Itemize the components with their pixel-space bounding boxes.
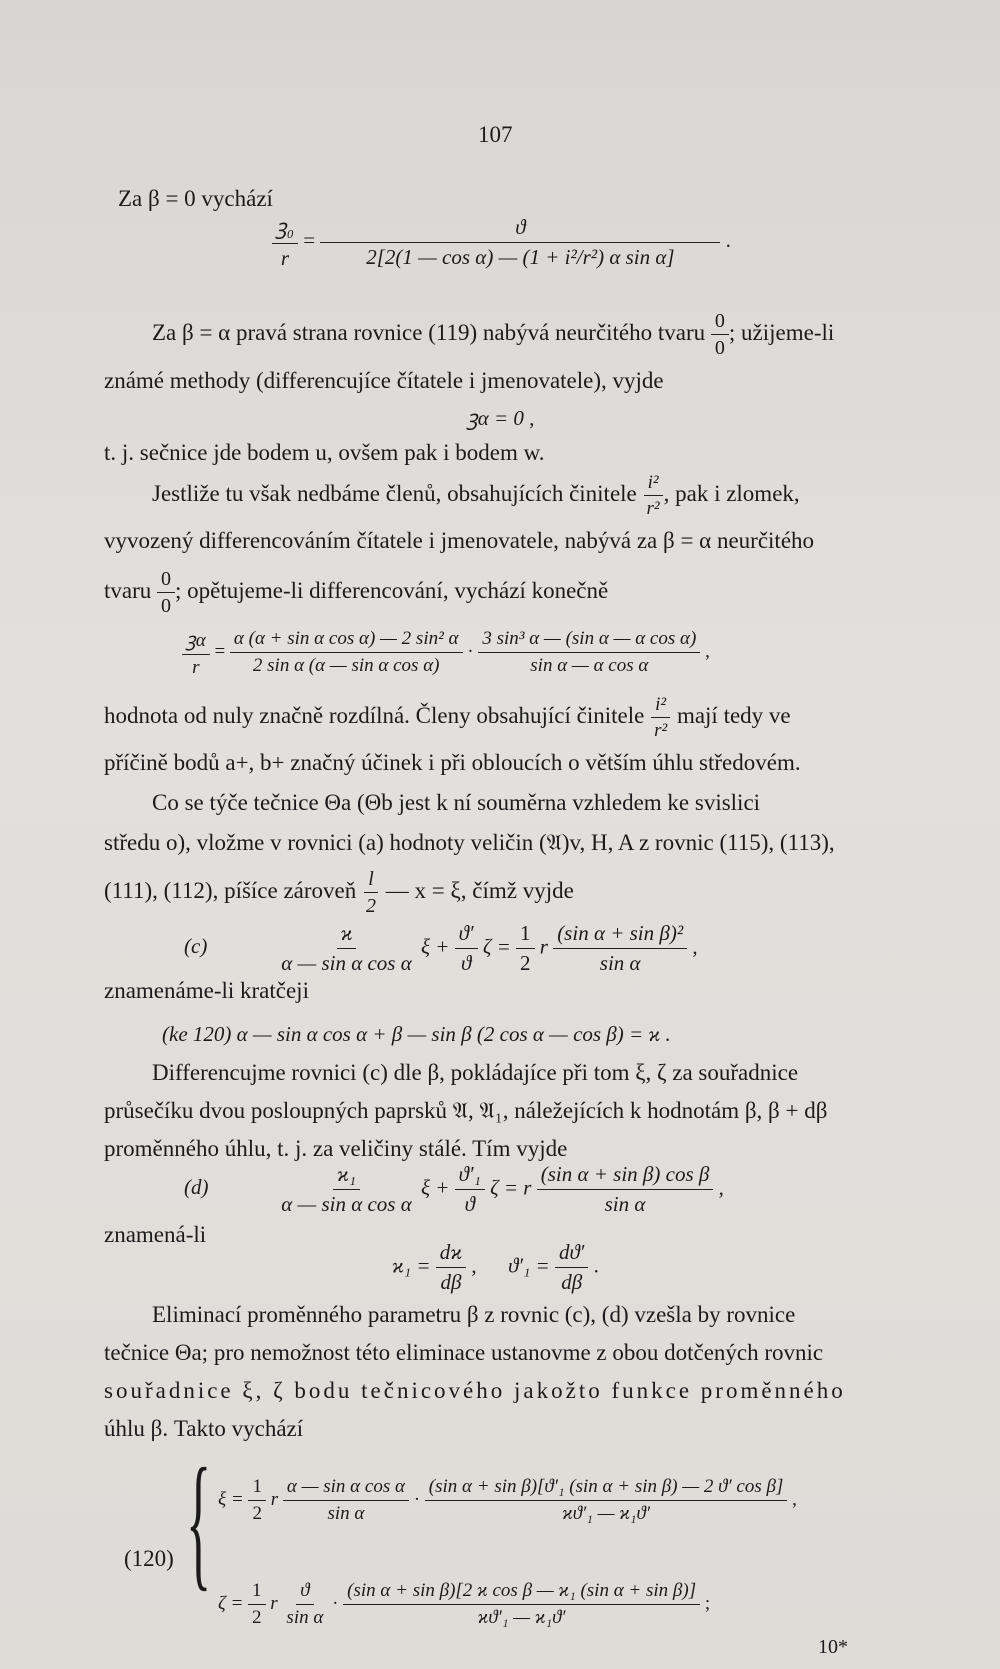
paragraph-2-line-3: tvaru $\frac{0}{0}$ ; opětujeme-li differencování, vychází konečně (104, 568, 609, 617)
page-number: 107 (478, 122, 513, 147)
line-znamena-li: znamená-li (104, 1222, 207, 1247)
paragraph-3-line-4: středu o), vložme v rovnici (a) hodnoty veličin (𝔄)v, H, A z rovnic (115), (113), (104, 830, 835, 855)
paragraph-5-line-3: souřadnice ξ, ζ bodu tečnicového jakožto funkce proměnného (104, 1378, 846, 1403)
equation-zeta-alpha-final: $\frac{\text{ꝫα}}{r}$ = $\frac{\text{α (α + sin α cos α) — 2 sin² α}}{\text{2 sin α (α — sin α cos α)}}$ · $\frac{\text{3 sin³ α — (sin α — α cos α)}}{\text{sin α — α cos α}}$ , (182, 626, 710, 679)
equation-zeta-alpha: ꝫα = 0 , (467, 406, 535, 430)
paragraph-2-line-1: Jestliže tu však nedbáme členů, obsahujících činitele $\frac{\text{i²}}{\text{r²}}$ , pak i zlomek, (152, 472, 800, 519)
equation-c: (c) $\frac{ϰ}{\text{α — sin α cos α}}$ ξ + $\frac{ϑ'}{ϑ}$ ζ = $\frac{1}{2}$ r $\frac{\text{(sin α + sin β)²}}{\text{sin α}}$ , (184, 921, 698, 975)
equation-xi: ξ = $\frac{1}{2}$ r $\frac{\text{α — sin α cos α}}{\text{sin α}}$ · $\frac{\text{(sin α + sin β)[ϑ′₁ (sin α + sin β) — 2 ϑ′ cos β]}}{\text{ϰϑ′₁ — ϰ₁ϑ′}}$ , (218, 1476, 797, 1524)
intro-line: Za β = 0 vychází (118, 186, 273, 211)
equation-d: (d) $\frac{\text{ϰ₁}}{\text{α — sin α cos α}}$ ξ + $\frac{\text{ϑ′₁}}{ϑ}$ ζ = r $\frac{\text{(sin α + sin β) cos β}}{\text{sin α}}$ , (184, 1162, 724, 1216)
paragraph-3-line-2: příčině bodů a+, b+ značný účinek i při obloucích o větším úhlu středovém. (104, 750, 801, 775)
line-tj: t. j. sečnice jde bodem u, ovšem pak i bodem w. (104, 440, 545, 465)
paragraph-5-line-4: úhlu β. Takto vychází (104, 1416, 304, 1441)
paragraph-2-line-2: vyvozený differencováním čítatele i jmenovatele, nabývá za β = α neurčitého (104, 528, 815, 553)
equation-120-label: (120) (124, 1546, 174, 1571)
paragraph-3-line-3: Co se týče tečnice Θa (Θb jest k ní souměrna vzhledem ke svislici (152, 790, 761, 815)
paragraph-4-line-1: Differencujme rovnici (c) dle β, pokládajíce při tom ξ, ζ za souřadnice (152, 1060, 799, 1085)
paragraph-1-line-2: známé methody (differencujíce čítatele i jmenovatele), vyjde (104, 368, 664, 393)
signature-mark: 10* (818, 1636, 848, 1658)
paragraph-1-line-1: Za β = α pravá strana rovnice (119) nabývá neurčitého tvaru $\frac{0}{0}$ ; užijeme-li (152, 310, 835, 359)
paragraph-4-line-3: proměnného úhlu, t. j. za veličiny stálé. Tím vyjde (104, 1136, 568, 1161)
line-znamename: znamenáme-li kratčeji (104, 978, 309, 1003)
equation-brace: { (186, 1438, 212, 1604)
paragraph-3-line-5: (111), (112), píšíce zároveň $\frac{l}{2}$ — x = ξ, čímž vyjde (104, 868, 574, 917)
equation-derivatives: ϰ₁ = $\frac{dϰ}{d\beta}$ , ϑ′₁ = $\frac{dϑ'}{d\beta}$ . (392, 1240, 599, 1294)
paragraph-3-line-1: hodnota od nuly značně rozdílná. Členy obsahující činitele $\frac{\text{i²}}{\text{r²}}$ mají tedy ve (104, 694, 791, 741)
equation-beta-zero: $\frac{\text{ꝫ₀}}{r}$ = $\frac{ϑ}{\text{2[2(1 — cos α) — (1 + i²/r²) α sin α]}}$ . (272, 213, 731, 271)
equation-ke-120: (ke 120) α — sin α cos α + β — sin β (2 cos α — cos β) = ϰ . (162, 1022, 671, 1046)
paragraph-4-line-2: průsečíku dvou posloupných paprsků 𝔄, 𝔄₁, náležejících k hodnotám β, β + dβ (104, 1098, 828, 1123)
equation-zeta: ζ = $\frac{1}{2}$ r $\frac{ϑ}{\text{sin α}}$ · $\frac{\text{(sin α + sin β)[2 ϰ cos β — ϰ₁ (sin α + sin β)]}}{\text{ϰϑ′₁ — ϰ₁ϑ′}}$ ; (218, 1580, 711, 1628)
paragraph-5-line-1: Eliminací proměnného parametru β z rovnic (c), (d) vzešla by rovnice (152, 1302, 796, 1327)
paragraph-5-line-2: tečnice Θa; pro nemožnost této eliminace ustanovme z obou dotčených rovnic (104, 1340, 824, 1365)
